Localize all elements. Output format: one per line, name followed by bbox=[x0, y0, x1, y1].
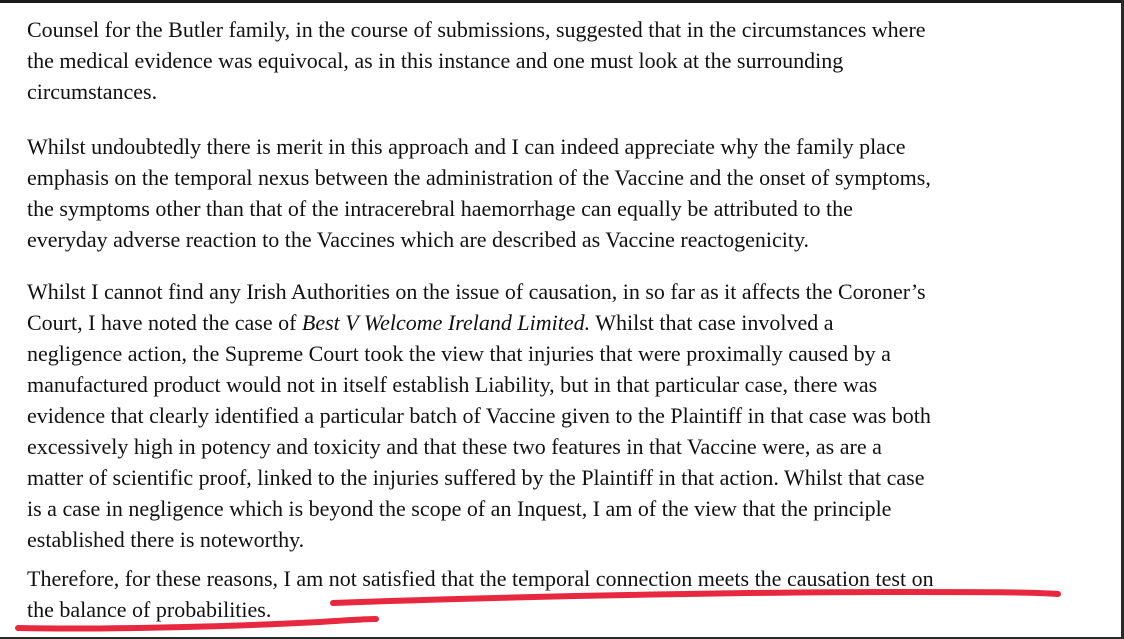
text-line: emphasis on the temporal nexus between the administration of the Vaccine and the onset of symptoms, bbox=[27, 165, 931, 190]
text-line: Whilst undoubtedly there is merit in this approach and I can indeed appreciate why the family place bbox=[27, 134, 906, 159]
text-fragment: Court, I have noted the case of bbox=[27, 310, 302, 335]
paragraph-causation-authorities bbox=[27, 276, 931, 555]
text-line: Therefore, for these reasons, I am not satisfied that the temporal connection meets the causation test on bbox=[27, 566, 934, 591]
text-line bbox=[27, 307, 931, 338]
text-line: matter of scientific proof, linked to the injuries suffered by the Plaintiff in that action. Whilst that case bbox=[27, 465, 925, 490]
text-line: the medical evidence was equivocal, as in this instance and one must look at the surrounding bbox=[27, 48, 844, 73]
text-line: evidence that clearly identified a particular batch of Vaccine given to the Plaintiff in that case was both bbox=[27, 403, 931, 428]
text-line: the balance of probabilities. bbox=[27, 597, 272, 622]
text-line: everyday adverse reaction to the Vaccines which are described as Vaccine reactogenicity. bbox=[27, 227, 810, 252]
paragraph-counsel-submissions bbox=[27, 14, 926, 107]
text-line: negligence action, the Supreme Court took the view that injuries that were proximally caused by a bbox=[27, 341, 891, 366]
text-line: the symptoms other than that of the intracerebral haemorrhage can equally be attributed to the bbox=[27, 196, 853, 221]
paragraph-conclusion bbox=[27, 563, 934, 625]
top-border bbox=[0, 0, 1124, 3]
paragraph-temporal-nexus bbox=[27, 131, 931, 255]
text-line: Whilst I cannot find any Irish Authorities on the issue of causation, in so far as it affects the Coroner’s bbox=[27, 279, 926, 304]
text-fragment: Whilst that case involved a bbox=[590, 310, 834, 335]
text-line: manufactured product would not in itself establish Liability, but in that particular case, there was bbox=[27, 372, 878, 397]
text-line: is a case in negligence which is beyond the scope of an Inquest, I am of the view that the principle bbox=[27, 496, 892, 521]
text-line: Counsel for the Butler family, in the course of submissions, suggested that in the circumstances where bbox=[27, 17, 926, 42]
text-line: excessively high in potency and toxicity and that these two features in that Vaccine were, as are a bbox=[27, 434, 882, 459]
case-citation: Best V Welcome Ireland Limited. bbox=[301, 310, 591, 335]
text-line: circumstances. bbox=[27, 79, 158, 104]
text-line: established there is noteworthy. bbox=[27, 527, 305, 552]
